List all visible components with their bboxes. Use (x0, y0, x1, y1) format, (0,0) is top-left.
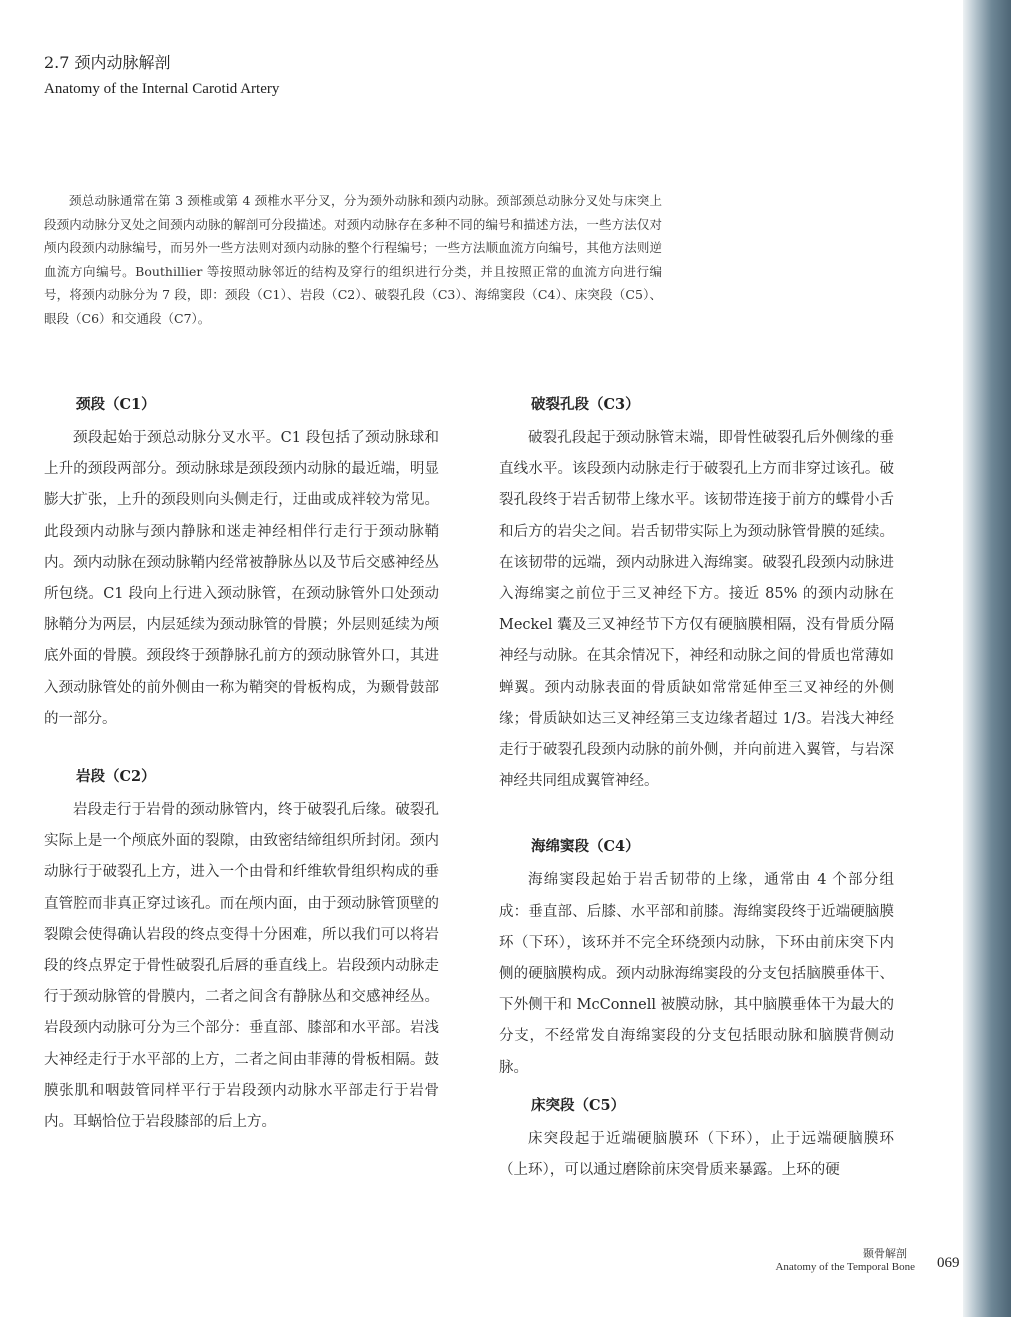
page-number: 069 (937, 1255, 960, 1271)
footer-title-cn: 颞骨解剖 (863, 1247, 907, 1260)
paragraph-c3: 破裂孔段起于颈动脉管末端，即骨性破裂孔后外侧缘的垂直线水平。该段颈内动脉走行于破裂孔上方而非穿过该孔。破裂孔段终于岩舌韧带上缘水平。该韧带连接于前方的蝶骨小舌和后方的岩尖之间。岩舌韧带实际上为颈动脉管骨膜的延续。在该韧带的远端，颈内动脉进入海绵窦。破裂孔段颈内动脉进入海绵窦之前位于三叉神经下方。接近 85% 的颈内动脉在 Meckel 囊及三叉神经节下方仅有硬脑膜相隔，没有骨质分隔神经与动脉。在其余情况下，神经和动脉之间的骨质也常薄如蝉翼。颈内动脉表面的骨质缺如常常延伸至三叉神经的外侧缘；骨质缺如达三叉神经第三支边缘者超过 1/3。岩浅大神经走行于破裂孔段颈内动脉的前外侧，并向前进入翼管，与岩深神经共同组成翼管神经。 (499, 430, 894, 790)
section-title: 2.7 颈内动脉解剖 (44, 53, 171, 72)
footer-title-en: Anatomy of the Temporal Bone (775, 1261, 915, 1273)
page-edge-shading (963, 0, 1011, 1317)
left-column (44, 393, 439, 1138)
section-title-en: Anatomy of the Internal Carotid Artery (44, 81, 280, 97)
heading-c3: 破裂孔段（C3） (531, 396, 640, 413)
paragraph-c5: 床突段起于近端硬脑膜环（下环），止于远端硬脑膜环（上环），可以通过磨除前床突骨质来暴露。上环的硬 (499, 1130, 894, 1179)
paragraph-c2: 岩段走行于岩骨的颈动脉管内，终于破裂孔后缘。破裂孔实际上是一个颅底外面的裂隙，由致密结缔组织所封闭。颈内动脉行于破裂孔上方，进入一个由骨和纤维软骨组织构成的垂直管腔而非真正穿过该孔。而在颅内面，由于颈动脉管顶壁的裂隙会使得确认岩段的终点变得十分困难，所以我们可以将岩段的终点界定于骨性破裂孔后唇的垂直线上。岩段颈内动脉走行于颈动脉管的骨膜内，二者之间含有静脉丛和交感神经丛。岩段颈内动脉可分为三个部分：垂直部、膝部和水平部。岩浅大神经走行于水平部的上方，二者之间由菲薄的骨板相隔。鼓膜张肌和咽鼓管同样平行于岩段颈内动脉水平部走行于岩骨内。耳蜗恰位于岩段膝部的后上方。 (44, 802, 439, 1131)
heading-c2: 岩段（C2） (76, 768, 156, 786)
right-column (499, 393, 894, 1186)
heading-c4: 海绵窦段（C4） (531, 838, 640, 856)
heading-c5: 床突段（C5） (531, 1096, 626, 1114)
paragraph-c4: 海绵窦段起始于岩舌韧带的上缘，通常由 4 个部分组成：垂直部、后膝、水平部和前膝。海绵窦段终于近端硬脑膜环（下环），该环并不完全环绕颈内动脉，下环由前床突下内侧的硬脑膜构成。颈内动脉海绵窦段的分支包括脑膜垂体干、下外侧干和 McConnell 被膜动脉，其中脑膜垂体干为最大的分支，不经常发自海绵窦段的分支包括眼动脉和脑膜背侧动脉。 (499, 872, 894, 1076)
intro-paragraph: 颈总动脉通常在第 3 颈椎或第 4 颈椎水平分叉，分为颈外动脉和颈内动脉。颈部颈总动脉分叉处与床突上段颈内动脉分叉处之间颈内动脉的解剖可分段描述。对颈内动脉存在多种不同的编号和描述方法，一些方法仅对颅内段颈内动脉编号，而另外一些方法则对颈内动脉的整个行程编号；一些方法顺血流方向编号，其他方法则逆血流方向编号。Bouthillier 等按照动脉邻近的结构及穿行的组织进行分类，并且按照正常的血流方向进行编号，将颈内动脉分为 7 段，即：颈段（C1）、岩段（C2）、破裂孔段（C3）、海绵窦段（C4）、床突段（C5）、眼段（C6）和交通段（C7）。 (44, 193, 662, 326)
heading-c1: 颈段（C1） (76, 396, 156, 413)
paragraph-c1: 颈段起始于颈总动脉分叉水平。C1 段包括了颈动脉球和上升的颈段两部分。颈动脉球是颈段颈内动脉的最近端，明显膨大扩张，上升的颈段则向头侧走行，迂曲或成袢较为常见。此段颈内动脉与颈内静脉和迷走神经相伴行走行于颈动脉鞘内。颈内动脉在颈动脉鞘内经常被静脉丛以及节后交感神经丛所包绕。C1 段向上行进入颈动脉管，在颈动脉管外口处颈动脉鞘分为两层，内层延续为颈动脉管的骨膜；外层则延续为颅底外面的骨膜。颈段终于颈静脉孔前方的颈动脉管外口，其进入颈动脉管处的前外侧由一称为鞘突的骨板构成，为颞骨鼓部的一部分。 (44, 430, 439, 727)
